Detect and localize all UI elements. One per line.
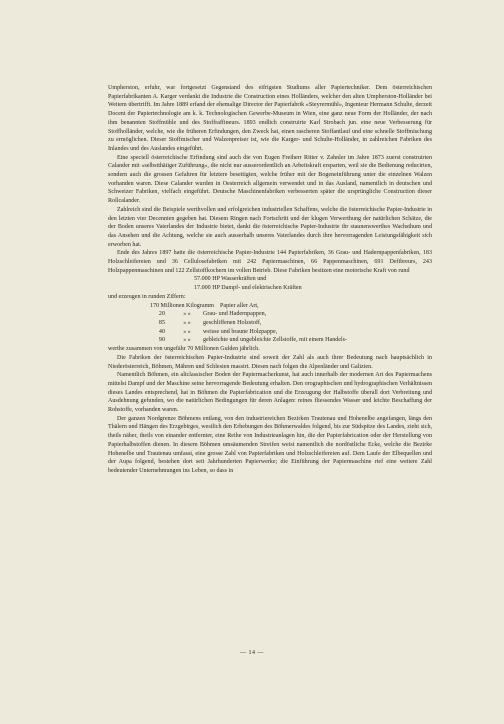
production-quantity: 170 Millionen Kilogramm: [149, 302, 214, 309]
production-row: [108, 336, 432, 345]
page-body: [108, 84, 432, 476]
production-row: [108, 328, 432, 337]
production-item: gebleichte und ungebleichte Zellstoffe, mit einem Handels-: [203, 337, 348, 344]
production-tail: werthe zusammen von ungefähr 70 Millionen Gulden jährlich.: [108, 346, 260, 353]
paragraph-4: Ende des Jahres 1897 hatte die österreichische Papier-Industrie 144 Papierfabriken, 36 Grau- und Hadernpappenfabriken, 183 Holzschleifereien und 36 Cellulosefabriken mit 242 Papiermaschinen, 66 Pappenmaschinen, 691 Defibreurs, 243 Holzpappenmaschinen und 122 Zellstoffkochern im vollen Betrieb. Diese Fabriken besitzen eine motorische Kraft von rund: [108, 250, 432, 274]
ditto-mark: » »: [183, 337, 191, 344]
paragraph-6: Namentlich Böhmen, ein altclassischer Boden der Papiermacherkunst, hat auch innerhalb der modernen Art des Papiermachens mittelst Dampf und der Maschine seine hervorragende Bedeutung erhalten. Den orographischen und hydrographischen Verhältnissen dieses Landes entsprechend, hat in Böhmen die Papierfabrication und die Erzeugung der Halbstoffe überall dort Verbreitung und Ausdehnung gefunden, wo die natürlichen Bedingungen für deren Anlagen: reines fliessendes Wasser und leichte Beschaffung der Rohstoffe, vorhanden waren.: [108, 372, 432, 414]
production-item: weisse und braune Holzpappe,: [203, 328, 278, 335]
production-item: Grau- und Hadernpappen,: [203, 311, 267, 318]
production-intro: und erzeugen in runden Ziffern:: [108, 293, 186, 300]
production-table: [108, 302, 432, 346]
ditto-mark: » »: [183, 328, 191, 335]
production-item: geschliffenen Holzstoff,: [203, 319, 262, 326]
production-row: [108, 310, 432, 319]
power-list: [108, 275, 432, 292]
page-number: — 14 —: [240, 650, 264, 656]
paragraph-7: Der ganzen Nordgrenze Böhmens entlang, von den industriereichen Bezirken Trautenau und Hohenelbe angefangen, längs den Thälern und Hängen des Erzgebirges, westlich den Erhebungen des Böhmerwaldes folgend, bis zur Südspitze des Landes, zieht sich, theils näher, theils von einander entfernter, eine Reihe von Industrieanlagen hin, die der Papierfabrication oder der Herstellung von Papierhalbstoffen dienen. In diesem Böhmen umsäumenden Streifen weist namentlich die nordöstliche Ecke, welche die Bezirke Hohenelbe und Trautenau umfasst, eine grosse Zahl von Papierfabriken und Holzschleifereien auf. Dem Laufe der Elbequellen und der Aupa folgend, bestehen dort seit Jahrhunderten Papierwerke; die Einführung der Papiermaschine rief eine weitere Zahl bedeutender Unternehmungen ins Leben, so dass in: [108, 415, 432, 474]
power-line: 57.000 HP Wasserkräften und: [194, 276, 267, 283]
production-quantity: 90: [158, 337, 165, 344]
paragraph-5: Die Fabriken der österreichischen Papier-Industrie sind soweit der Zahl als auch ihrer Bedeutung nach hauptsächlich in Niederösterreich, Böhmen, Mähren und Schlesien massirt. Diesen nach folgen die Alpenländer und Galizien.: [108, 354, 432, 370]
paragraph-2: Eine speciell österreichische Erfindung sind auch die von Eugen Freiherr Ritter v. Zahnler im Jahre 1873 zuerst construirten Calander mit «selbstthätiger Zuführung», die nicht nur ausserordentlich an Arbeitskraft ersparten, weil sie die Bedienung reducirten, sondern auch die grossen Gefahren für letztere beseitigten, welche früher mit der Bogeneinführung unter die einzelnen Walzen vorhanden waren. Diese Calander wurden in Oesterreich allgemein verwendet und in das Ausland, namentlich in deutschen und Schweizer Fabriken, vielfach eingeführt. Deutsche Maschinenfabriken verbesserten später die ursprüngliche Construction dieser Rollcalander.: [108, 154, 432, 205]
power-line: 17.000 HP Dampf- und elektrischen Kräften: [194, 285, 302, 292]
production-quantity: 20: [158, 311, 165, 318]
ditto-mark: » »: [183, 319, 191, 326]
paragraph-1: Umpherston, erfuhr, war fortgesetzt Gegenstand des eifrigsten Studiums aller Papiertechniker. Dem österreichischen Papierfabrikanten A. Karger verdankt die Industrie die Construction eines Holländers, welcher den alten Umpherston-Holländer bei Weitem übertrifft. Im Jahre 1889 erfand der ehemalige Director der Papierfabrik «Steyrermühl», Ingenieur Hermann Schulte, derzeit Docent der Papiertechnologie am k. k. Technologischen Gewerbe-Museum in Wien, eine ganz neue Form der Holländer, der nach ihm benannten Stoffmühle und des Stoffraffineurs. 1893 endlich construirte Karl Strobach jun. eine neue Verbesserung für Stoffholländer, welche, wie die früheren Erfindungen, den Zweck hat, einen rascheren Stoffantlauf und eine schnelle Stoffmischung zu ermöglichen. Dieser Stoffmischer und Walzenpreiser ist, wie die Karger- und Schulte-Holländer, in zahlreichen Fabriken des Inlandes und des Auslandes eingeführt.: [108, 85, 432, 152]
production-item: Papier aller Art,: [220, 302, 259, 309]
production-quantity: 85: [158, 319, 165, 326]
production-row: [108, 302, 432, 311]
ditto-mark: » »: [183, 311, 191, 318]
production-row: [108, 319, 432, 328]
paragraph-3: Zahlreich sind die Beispiele werthvollen und erfolgreichen industriellen Schaffens, welche die österreichische Papier-Industrie in den letzten vier Decennien gegeben hat. Diesem Ringen nach Fortschritt und der klugen Verwerthung der natürlichen Schätze, die der Boden unseres Vaterlandes der Industrie bietet, dankt die österreichische Papier-Industrie ihr staunenswerthes Wachsthum und das Ansehen und die Achtung, welche sie auch ausserhalb unseres Vaterlandes durch ihre hervorragenden Leistungsfähigkeit sich erworben hat.: [108, 206, 432, 248]
production-quantity: 40: [158, 328, 165, 335]
